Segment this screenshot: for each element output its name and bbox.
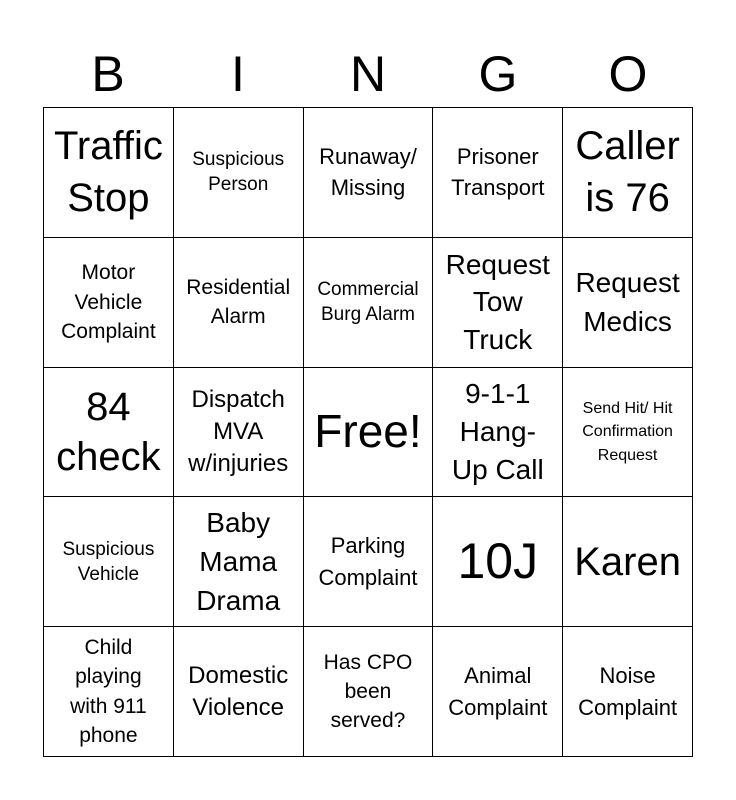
bingo-cell-3-3-free[interactable]: Free! — [304, 368, 434, 498]
bingo-cell-5-1[interactable]: Child playing with 911 phone — [44, 627, 174, 757]
bingo-card-grid — [43, 107, 693, 757]
header-letter-n: N — [349, 46, 387, 102]
bingo-cell-1-1[interactable]: Traffic Stop — [44, 108, 174, 238]
bingo-cell-5-2[interactable]: Domestic Violence — [174, 627, 304, 757]
bingo-cell-3-2[interactable]: Dispatch MVA w/injuries — [174, 368, 304, 498]
bingo-cell-1-4[interactable]: Prisoner Transport — [433, 108, 563, 238]
header-letter-g: G — [478, 46, 518, 102]
bingo-cell-5-4[interactable]: Animal Complaint — [433, 627, 563, 757]
bingo-cell-3-5[interactable]: Send Hit/ Hit Confirmation Request — [563, 368, 693, 498]
bingo-cell-4-3[interactable]: Parking Complaint — [304, 497, 434, 627]
header-letter-b: B — [91, 46, 125, 102]
bingo-cell-5-3[interactable]: Has CPO been served? — [304, 627, 434, 757]
header-letter-o: O — [608, 46, 648, 102]
bingo-cell-5-5[interactable]: Noise Complaint — [563, 627, 693, 757]
bingo-cell-2-3[interactable]: Commercial Burg Alarm — [304, 238, 434, 368]
bingo-cell-3-4[interactable]: 9-1-1 Hang- Up Call — [433, 368, 563, 498]
header-letter-i: I — [231, 46, 245, 102]
bingo-cell-2-4[interactable]: Request Tow Truck — [433, 238, 563, 368]
bingo-cell-2-1[interactable]: Motor Vehicle Complaint — [44, 238, 174, 368]
bingo-cell-1-2[interactable]: Suspicious Person — [174, 108, 304, 238]
bingo-cell-1-5[interactable]: Caller is 76 — [563, 108, 693, 238]
bingo-cell-4-1[interactable]: Suspicious Vehicle — [44, 497, 174, 627]
bingo-header — [43, 40, 693, 108]
bingo-cell-2-5[interactable]: Request Medics — [563, 238, 693, 368]
bingo-cell-2-2[interactable]: Residential Alarm — [174, 238, 304, 368]
bingo-cell-4-2[interactable]: Baby Mama Drama — [174, 497, 304, 627]
bingo-cell-4-4[interactable]: 10J — [433, 497, 563, 627]
bingo-cell-3-1[interactable]: 84 check — [44, 368, 174, 498]
bingo-cell-4-5[interactable]: Karen — [563, 497, 693, 627]
bingo-cell-1-3[interactable]: Runaway/ Missing — [304, 108, 434, 238]
